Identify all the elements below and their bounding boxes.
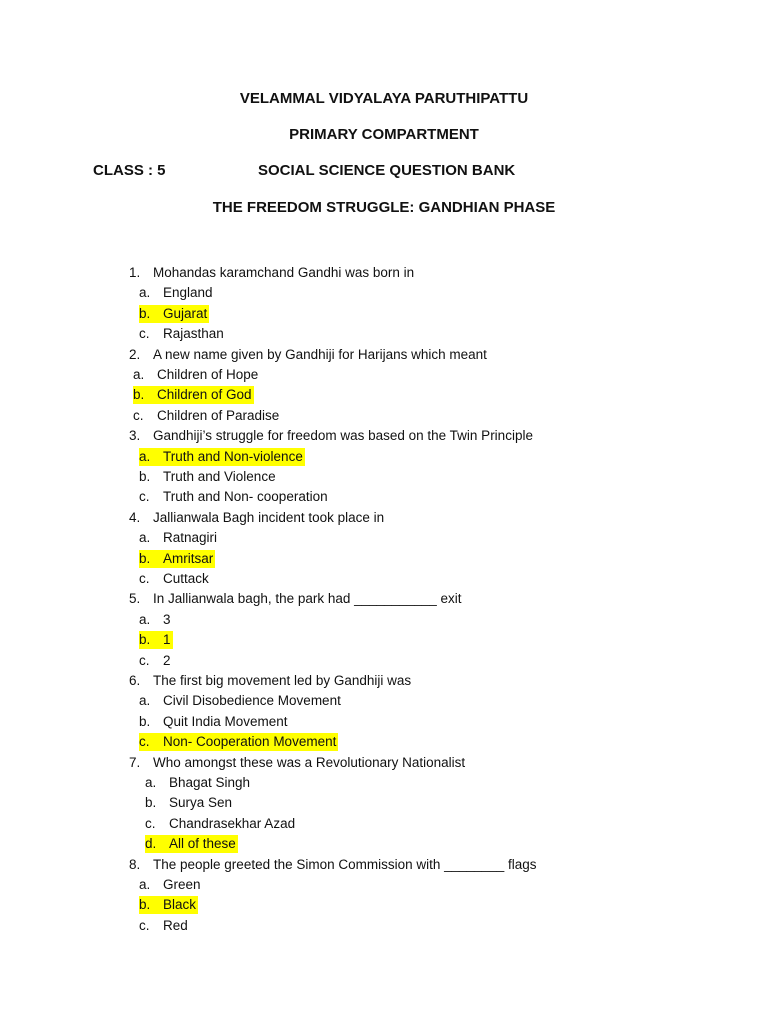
answer-option-highlighted — [139, 896, 198, 914]
option-label: b. — [139, 305, 151, 321]
option-label: b. — [139, 897, 151, 913]
question-text: Who amongst these was a Revolutionary Nationalist — [153, 754, 466, 770]
option-text: Red — [163, 917, 188, 933]
option-text: Ratnagiri — [163, 530, 218, 546]
option-text: Truth and Non- cooperation — [163, 489, 328, 505]
option-label: c. — [139, 734, 150, 750]
option-text: All of these — [169, 836, 236, 852]
answer-option-highlighted — [139, 631, 173, 649]
question-number: 4. — [129, 509, 141, 525]
option-label: c. — [145, 815, 156, 831]
option-label: a. — [145, 775, 157, 790]
option-label: b. — [139, 469, 151, 484]
option-text: Non- Cooperation Movement — [163, 734, 337, 750]
option-text: Children of Paradise — [157, 407, 280, 423]
class-label: CLASS : 5 — [93, 162, 166, 179]
option-label: a. — [139, 530, 151, 546]
option-text: Surya Sen — [169, 795, 233, 811]
option-label: c. — [139, 489, 150, 505]
option-text: Quit India Movement — [163, 713, 288, 729]
question-text: The first big movement led by Gandhiji was — [153, 673, 412, 688]
answer-option-highlighted — [139, 448, 305, 466]
option-text: Amritsar — [163, 550, 214, 566]
option-label: b. — [139, 550, 151, 566]
question-number: 1. — [129, 265, 141, 280]
question-text: A new name given by Gandhiji for Harijans which meant — [153, 346, 487, 362]
option-label: b. — [145, 795, 157, 811]
option-label: a. — [139, 285, 151, 301]
answer-option-highlighted — [139, 550, 215, 568]
option-text: Chandrasekhar Azad — [169, 815, 296, 831]
question-number: 2. — [129, 346, 141, 362]
question-number: 8. — [129, 856, 141, 872]
option-text: Children of God — [157, 387, 252, 403]
answer-option-highlighted — [139, 305, 209, 323]
option-label: c. — [139, 571, 150, 586]
option-text: Cuttack — [163, 571, 209, 586]
option-label: c. — [139, 917, 150, 933]
option-text: 3 — [163, 611, 171, 627]
question-text: The people greeted the Simon Commission with ________ flags — [153, 856, 537, 872]
question-number: 6. — [129, 673, 141, 688]
option-label: b. — [139, 713, 151, 729]
answer-option-highlighted — [139, 733, 338, 751]
option-text: Green — [163, 877, 201, 892]
option-label: a. — [133, 367, 145, 382]
option-label: d. — [145, 836, 157, 852]
option-text: 1 — [163, 632, 171, 648]
option-text: 2 — [163, 652, 171, 668]
answer-option-highlighted — [145, 835, 238, 853]
question-text: Mohandas karamchand Gandhi was born in — [153, 265, 415, 280]
option-text: Black — [163, 897, 197, 913]
option-text: Civil Disobedience Movement — [163, 693, 341, 709]
subject-title: SOCIAL SCIENCE QUESTION BANK — [258, 162, 516, 179]
option-label: b. — [133, 387, 145, 403]
option-label: b. — [139, 632, 151, 648]
option-label: c. — [139, 326, 150, 342]
school-name: VELAMMAL VIDYALAYA PARUTHIPATTU — [239, 90, 529, 107]
option-text: Truth and Non-violence — [163, 448, 303, 464]
option-label: a. — [139, 611, 151, 627]
option-text: Bhagat Singh — [169, 775, 251, 790]
chapter-title: THE FREEDOM STRUGGLE: GANDHIAN PHASE — [212, 199, 556, 216]
question-text: In Jallianwala bagh, the park had ___________ exit — [153, 591, 462, 607]
question-text: Jallianwala Bagh incident took place in — [153, 509, 385, 525]
question-text: Gandhiji’s struggle for freedom was based on the Twin Principle — [153, 428, 533, 444]
option-label: a. — [139, 448, 151, 464]
question-number: 3. — [129, 428, 141, 444]
question-number: 7. — [129, 754, 141, 770]
option-label: c. — [133, 407, 144, 423]
option-text: England — [163, 285, 213, 301]
option-text: Truth and Violence — [163, 469, 276, 484]
section-name: PRIMARY COMPARTMENT — [289, 126, 479, 143]
option-label: a. — [139, 693, 151, 709]
answer-option-highlighted — [133, 386, 254, 404]
option-text: Gujarat — [163, 305, 208, 321]
option-label: c. — [139, 652, 150, 668]
question-number: 5. — [129, 591, 141, 607]
option-label: a. — [139, 877, 151, 892]
option-text: Rajasthan — [163, 326, 224, 342]
option-text: Children of Hope — [157, 367, 259, 382]
